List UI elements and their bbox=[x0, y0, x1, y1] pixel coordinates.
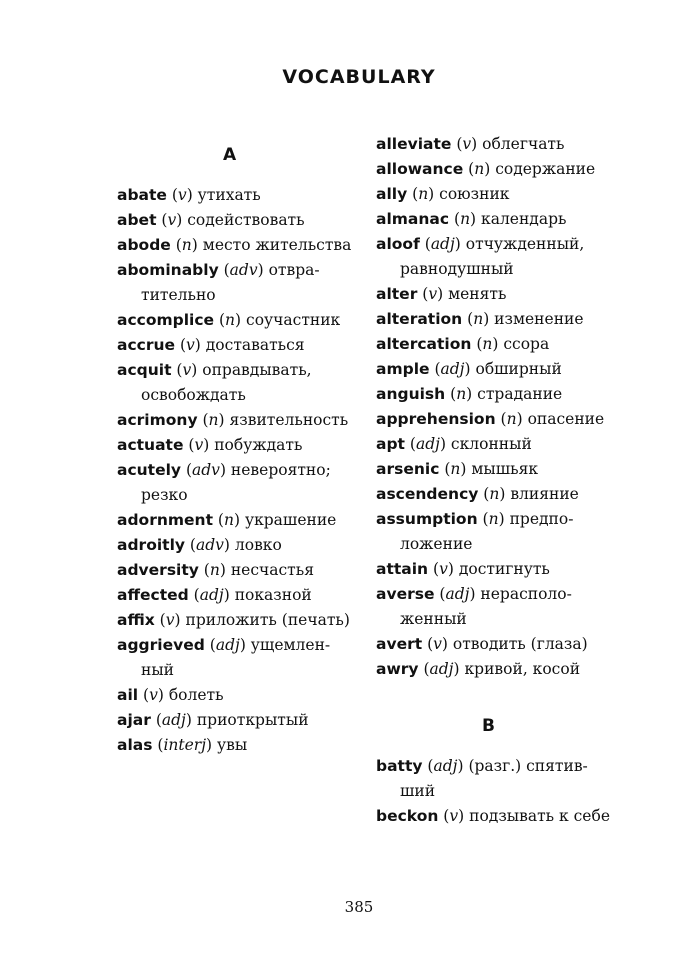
translation: страдание bbox=[477, 385, 563, 403]
headword: anguish bbox=[376, 385, 446, 403]
entry-list-left bbox=[117, 183, 357, 758]
headword: adornment bbox=[117, 511, 213, 529]
translation: отчужденный, равнодушный bbox=[400, 235, 585, 278]
vocabulary-entry: alteration (n) изменение bbox=[376, 310, 584, 328]
headword: ally bbox=[376, 185, 408, 203]
translation: подзывать к себе bbox=[469, 807, 610, 825]
part-of-speech: v bbox=[149, 686, 158, 704]
part-of-speech: n bbox=[223, 511, 234, 529]
translation: приоткрытый bbox=[196, 711, 309, 729]
translation: побуждать bbox=[214, 436, 303, 454]
translation: опасение bbox=[527, 410, 605, 428]
part-of-speech: v bbox=[177, 186, 187, 204]
headword: adroitly bbox=[117, 536, 185, 554]
translation: менять bbox=[448, 285, 507, 303]
vocabulary-entry: beckon (v) подзывать к себе bbox=[376, 807, 610, 825]
translation: украшение bbox=[244, 511, 337, 529]
headword: abate bbox=[117, 186, 167, 204]
translation: приложить (печать) bbox=[185, 611, 350, 629]
part-of-speech: n bbox=[473, 310, 484, 328]
vocabulary-entry: adroitly (adv) ловко bbox=[117, 536, 282, 554]
translation: увы bbox=[217, 736, 248, 754]
vocabulary-entry: arsenic (n) мышьяк bbox=[376, 460, 539, 478]
headword: alteration bbox=[376, 310, 463, 328]
translation: изменение bbox=[494, 310, 584, 328]
vocabulary-entry: batty (adj) (разг.) спятивший bbox=[376, 757, 588, 800]
vocabulary-entry: alas (interj) увы bbox=[117, 736, 248, 754]
translation: отвратительно bbox=[141, 261, 320, 304]
headword: ajar bbox=[117, 711, 151, 729]
vocabulary-entry: aloof (adj) отчужденный, равнодушный bbox=[376, 235, 585, 278]
vocabulary-entry: abode (n) место жительства bbox=[117, 236, 352, 254]
translation: ловко bbox=[234, 536, 282, 554]
headword: avert bbox=[376, 635, 423, 653]
vocabulary-entry: ail (v) болеть bbox=[117, 686, 224, 704]
part-of-speech: adj bbox=[415, 435, 440, 453]
vocabulary-entry: affix (v) приложить (печать) bbox=[117, 611, 350, 629]
translation: содействовать bbox=[187, 211, 305, 229]
part-of-speech: v bbox=[462, 135, 472, 153]
vocabulary-entry: accrue (v) доставаться bbox=[117, 336, 305, 354]
headword: adversity bbox=[117, 561, 199, 579]
part-of-speech: adv bbox=[195, 536, 224, 554]
part-of-speech: n bbox=[225, 311, 236, 329]
headword: abominably bbox=[117, 261, 219, 279]
part-of-speech: n bbox=[482, 335, 493, 353]
translation: место жительства bbox=[202, 236, 352, 254]
headword: batty bbox=[376, 757, 423, 775]
headword: alas bbox=[117, 736, 153, 754]
vocabulary-entry: adversity (n) несчастья bbox=[117, 561, 314, 579]
part-of-speech: v bbox=[194, 436, 204, 454]
part-of-speech: n bbox=[506, 410, 517, 428]
part-of-speech: adj bbox=[215, 636, 240, 654]
translation: облегчать bbox=[482, 135, 565, 153]
vocabulary-entry: altercation (n) ссора bbox=[376, 335, 550, 353]
headword: affected bbox=[117, 586, 189, 604]
vocabulary-entry: ally (n) союзник bbox=[376, 185, 510, 203]
translation: несчастья bbox=[230, 561, 314, 579]
vocabulary-entry: allowance (n) содержание bbox=[376, 160, 596, 178]
headword: arsenic bbox=[376, 460, 440, 478]
vocabulary-entry: abet (v) содействовать bbox=[117, 211, 305, 229]
translation: утихать bbox=[197, 186, 261, 204]
headword: aggrieved bbox=[117, 636, 205, 654]
headword: affix bbox=[117, 611, 155, 629]
translation: влияние bbox=[510, 485, 579, 503]
part-of-speech: v bbox=[433, 635, 442, 653]
translation: язвительность bbox=[229, 411, 349, 429]
page-number: 385 bbox=[344, 898, 374, 916]
headword: apprehension bbox=[376, 410, 496, 428]
headword: altercation bbox=[376, 335, 472, 353]
part-of-speech: v bbox=[165, 611, 175, 629]
vocabulary-entry: averse (adj) нерасположенный bbox=[376, 585, 572, 628]
headword: ample bbox=[376, 360, 430, 378]
entry-list-b bbox=[376, 754, 616, 829]
part-of-speech: v bbox=[167, 211, 177, 229]
part-of-speech: adj bbox=[440, 360, 465, 378]
headword: ail bbox=[117, 686, 139, 704]
vocabulary-entry: avert (v) отводить (глаза) bbox=[376, 635, 588, 653]
part-of-speech: v bbox=[428, 285, 438, 303]
translation: календарь bbox=[481, 210, 567, 228]
vocabulary-entry: apt (adj) склонный bbox=[376, 435, 532, 453]
headword: averse bbox=[376, 585, 435, 603]
part-of-speech: v bbox=[439, 560, 448, 578]
translation: предположение bbox=[400, 510, 574, 553]
translation: нерасположенный bbox=[400, 585, 572, 628]
part-of-speech: v bbox=[182, 361, 192, 379]
translation: содержание bbox=[495, 160, 596, 178]
part-of-speech: n bbox=[450, 460, 461, 478]
vocabulary-entry: apprehension (n) опасение bbox=[376, 410, 605, 428]
translation: доставаться bbox=[205, 336, 305, 354]
vocabulary-entry: almanac (n) календарь bbox=[376, 210, 567, 228]
translation: болеть bbox=[168, 686, 224, 704]
part-of-speech: n bbox=[181, 236, 192, 254]
headword: abet bbox=[117, 211, 157, 229]
vocabulary-entry: alter (v) менять bbox=[376, 285, 507, 303]
translation: отводить (глаза) bbox=[452, 635, 588, 653]
part-of-speech: v bbox=[449, 807, 459, 825]
part-of-speech: n bbox=[418, 185, 429, 203]
vocabulary-entry: acutely (adv) невероятно; резко bbox=[117, 461, 331, 504]
headword: ascendency bbox=[376, 485, 479, 503]
vocabulary-entry: acquit (v) оправдывать, освобождать bbox=[117, 361, 312, 404]
headword: acrimony bbox=[117, 411, 198, 429]
translation: ущемленный bbox=[141, 636, 331, 679]
headword: assumption bbox=[376, 510, 478, 528]
translation: мышьяк bbox=[471, 460, 539, 478]
headword: alter bbox=[376, 285, 418, 303]
headword: beckon bbox=[376, 807, 439, 825]
part-of-speech: n bbox=[208, 411, 219, 429]
headword: almanac bbox=[376, 210, 450, 228]
vocabulary-entry: ascendency (n) влияние bbox=[376, 485, 579, 503]
part-of-speech: adv bbox=[192, 461, 220, 479]
part-of-speech: interj bbox=[163, 736, 207, 754]
vocabulary-entry: affected (adj) показной bbox=[117, 586, 312, 604]
vocabulary-entry: ajar (adj) приоткрытый bbox=[117, 711, 309, 729]
part-of-speech: adj bbox=[199, 586, 224, 604]
headword: attain bbox=[376, 560, 429, 578]
part-of-speech: adj bbox=[445, 585, 470, 603]
headword: allowance bbox=[376, 160, 464, 178]
vocabulary-entry: ample (adj) обширный bbox=[376, 360, 562, 378]
translation: союзник bbox=[439, 185, 510, 203]
part-of-speech: n bbox=[489, 485, 500, 503]
vocabulary-entry: assumption (n) предположение bbox=[376, 510, 574, 553]
translation: кривой, косой bbox=[464, 660, 581, 678]
part-of-speech: n bbox=[456, 385, 467, 403]
translation: ссора bbox=[503, 335, 550, 353]
headword: alleviate bbox=[376, 135, 452, 153]
part-of-speech: adj bbox=[430, 235, 455, 253]
part-of-speech: adj bbox=[433, 757, 458, 775]
vocabulary-entry: actuate (v) побуждать bbox=[117, 436, 303, 454]
part-of-speech: adv bbox=[229, 261, 258, 279]
headword: actuate bbox=[117, 436, 184, 454]
headword: acutely bbox=[117, 461, 182, 479]
vocabulary-entry: acrimony (n) язвительность bbox=[117, 411, 349, 429]
translation: соучастник bbox=[246, 311, 341, 329]
vocabulary-entry: anguish (n) страдание bbox=[376, 385, 563, 403]
entry-list-right bbox=[376, 132, 616, 682]
translation: показной bbox=[234, 586, 312, 604]
headword: abode bbox=[117, 236, 171, 254]
vocabulary-entry: adornment (n) украшение bbox=[117, 511, 337, 529]
part-of-speech: v bbox=[186, 336, 195, 354]
part-of-speech: n bbox=[209, 561, 220, 579]
part-of-speech: n bbox=[460, 210, 471, 228]
headword: apt bbox=[376, 435, 405, 453]
headword: accomplice bbox=[117, 311, 215, 329]
vocabulary-entry: aggrieved (adj) ущемленный bbox=[117, 636, 331, 679]
part-of-speech: adj bbox=[429, 660, 454, 678]
vocabulary-entry: attain (v) достигнуть bbox=[376, 560, 550, 578]
vocabulary-entry: abominably (adv) отвратительно bbox=[117, 261, 320, 304]
vocabulary-entry: abate (v) утихать bbox=[117, 186, 261, 204]
translation: оправдывать, освобождать bbox=[141, 361, 312, 404]
headword: aloof bbox=[376, 235, 420, 253]
section-letter-b: B bbox=[482, 716, 495, 736]
page-title: VOCABULARY bbox=[282, 66, 436, 88]
headword: acquit bbox=[117, 361, 172, 379]
part-of-speech: adj bbox=[161, 711, 186, 729]
translation: склонный bbox=[450, 435, 532, 453]
part-of-speech: n bbox=[488, 510, 499, 528]
section-letter-a: A bbox=[223, 145, 237, 165]
headword: accrue bbox=[117, 336, 176, 354]
headword: awry bbox=[376, 660, 419, 678]
vocabulary-entry: accomplice (n) соучастник bbox=[117, 311, 341, 329]
vocabulary-entry: alleviate (v) облегчать bbox=[376, 135, 565, 153]
part-of-speech: n bbox=[474, 160, 485, 178]
translation: достигнуть bbox=[458, 560, 550, 578]
translation: (разг.) спятивший bbox=[400, 757, 588, 800]
vocabulary-entry: awry (adj) кривой, косой bbox=[376, 660, 581, 678]
translation: невероятно; резко bbox=[141, 461, 331, 504]
translation: обширный bbox=[475, 360, 562, 378]
